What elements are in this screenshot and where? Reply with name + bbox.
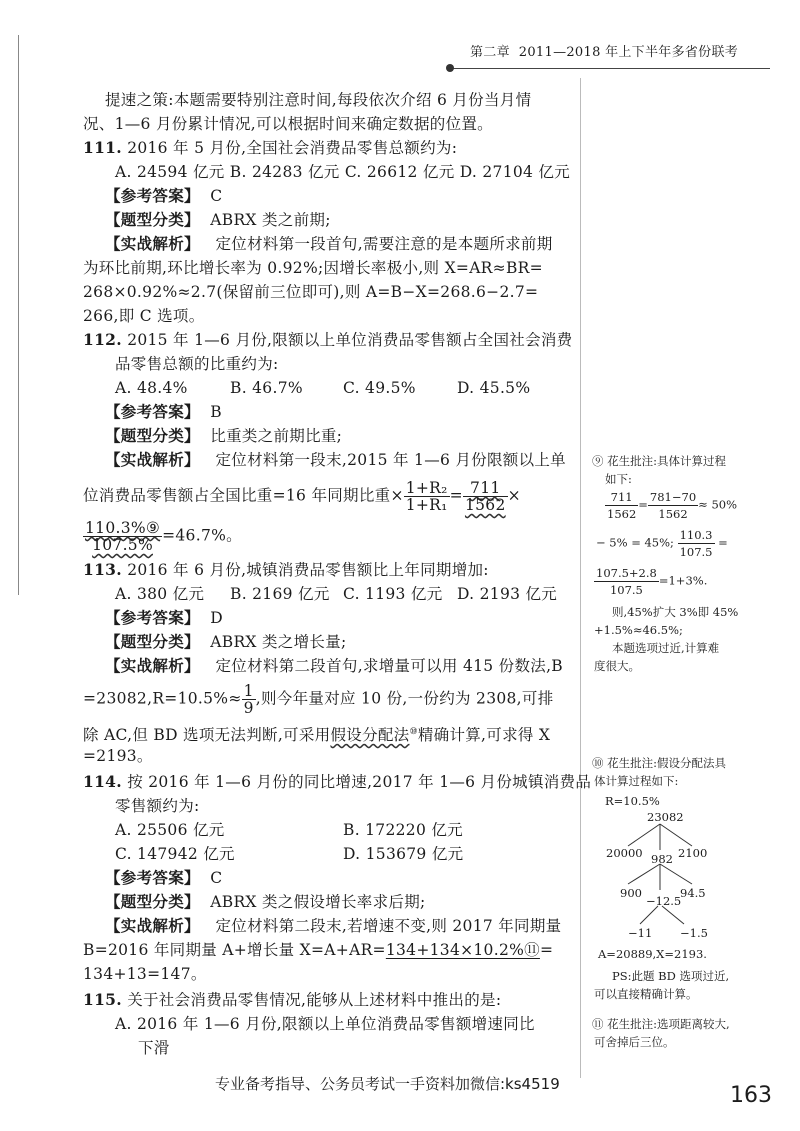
q112-type: 【题型分类】 比重类之前期比重; <box>105 426 343 445</box>
q111-analysis-1: 【实战解析】 定位材料第一段首句,需要注意的是本题所求前期 <box>105 234 553 253</box>
intro-line-2: 况、1—6 月份累计情况,可以根据时间来确定数据的位置。 <box>83 115 493 133</box>
note11-line-2: 可舍掉后三位。 <box>594 1035 675 1049</box>
q114-option-b: B. 172220 亿元 <box>343 821 463 839</box>
q114-number: 114. <box>83 772 122 791</box>
q114-answer: 【参考答案】 C <box>105 868 223 887</box>
q111-analysis-3: 268×0.92%≈2.7(保留前三位即可),则 A=B−X=268.6−2.7= <box>83 283 539 301</box>
tree-mid-2: −12.5 <box>646 894 682 908</box>
note9-line-2: 如下: <box>605 472 632 486</box>
q113-analysis-3: 除 AC,但 BD 选项无法判断,可采用假设分配法⑩精确计算,可求得 X <box>83 726 551 745</box>
q112-analysis-3: $\frac{\text{110.3\%⑨}}{107.5\%}$ =46.7%。 <box>85 519 242 554</box>
tree-branch <box>660 824 692 846</box>
tree-left-3: −11 <box>628 926 653 940</box>
q113-option-a: A. 380 亿元 <box>115 585 205 603</box>
q114-option-a: A. 25506 亿元 <box>115 821 225 839</box>
note9-title: ⑨ 花生批注:具体计算过程 <box>592 454 727 468</box>
intro-line-1: 提速之策:本题需要特别注意时间,每段依次介绍 6 月份当月情 <box>105 91 532 109</box>
q111-options: A. 24594 亿元 B. 24283 亿元 C. 26612 亿元 D. 27104 亿元 <box>115 163 571 181</box>
q114-stem-2: 零售额约为: <box>115 797 200 815</box>
note10-ps-2: 可以直接精确计算。 <box>594 987 698 1001</box>
q112-option-d: D. 45.5% <box>457 379 531 397</box>
note9-line-3: $\frac{711}{1562}$ = $\frac{781-70}{1562}$ ≈ 50% <box>607 490 738 521</box>
q114-stem-1: 114. 按 2016 年 1—6 月份的同比增速,2017 年 1—6 月份城镇消费品 <box>83 772 592 791</box>
tree-branch <box>660 864 692 884</box>
q115-stem: 115. 关于社会消费品零售情况,能够从上述材料中推出的是: <box>83 990 502 1009</box>
q113-option-d: D. 2193 亿元 <box>457 585 558 603</box>
note9-line-9: 度很大。 <box>594 659 640 673</box>
tree-branch <box>628 864 660 884</box>
left-edge-line <box>18 35 19 595</box>
q114-analysis-3: 134+13=147。 <box>83 965 207 983</box>
note9-line-7: +1.5%≈46.5%; <box>594 623 683 637</box>
sidebar-divider <box>580 78 581 1078</box>
q111-type: 【题型分类】 ABRX 类之前期; <box>105 210 331 229</box>
q112-analysis-2: 位消费品零售额占全国比重=16 年同期比重× $\frac{\text{1+R₂}}{\text{1+R₁}}$ = $\frac{711}{1562}$ × <box>83 479 521 514</box>
note9-line-8: 本题选项过近,计算难 <box>612 641 720 655</box>
q114-type: 【题型分类】 ABRX 类之假设增长率求后期; <box>105 892 426 911</box>
q113-stem: 113. 2016 年 6 月份,城镇消费品零售额比上年同期增加: <box>83 560 489 579</box>
note10-title: ⑩ 花生批注:假设分配法具 <box>592 756 727 770</box>
tree-mid-1: 982 <box>651 852 673 866</box>
note10-result: A=20889,X=2193. <box>598 947 707 961</box>
q115-number: 115. <box>83 990 122 1009</box>
q112-analysis-1: 【实战解析】 定位材料第一段末,2015 年 1—6 月份限额以上单 <box>105 450 566 469</box>
q112-answer: 【参考答案】 B <box>105 402 222 421</box>
note9-line-4: − 5% = 45%; $\frac{110.3}{107.5}$ = <box>596 528 728 559</box>
q114-option-d: D. 153679 亿元 <box>343 845 464 863</box>
tree-left-1: 20000 <box>606 846 643 860</box>
q111-stem: 111. 2016 年 5 月份,全国社会消费品零售总额约为: <box>83 138 458 157</box>
q113-number: 113. <box>83 560 122 579</box>
q112-number: 112. <box>83 330 122 349</box>
q112-option-c: C. 49.5% <box>343 379 416 397</box>
note9-line-6: 则,45%扩大 3%即 45% <box>612 605 739 619</box>
q112-stem-2: 品零售总额的比重约为: <box>115 355 279 373</box>
tree-left-2: 900 <box>620 886 642 900</box>
q114-analysis-2: B=2016 年同期量 A+增长量 X=A+AR=134+134×10.2%⑪= <box>83 941 554 959</box>
q111-answer: 【参考答案】 C <box>105 186 223 205</box>
q113-type: 【题型分类】 ABRX 类之增长量; <box>105 632 347 651</box>
tree-branch <box>640 906 658 924</box>
q113-analysis-2: =23082,R=10.5%≈ $\frac{1}{9}$ ,则今年量对应 10 份,一份约为 2308,可排 <box>83 682 554 717</box>
tree-branch <box>628 824 660 846</box>
q114-analysis-1: 【实战解析】 定位材料第二段末,若增速不变,则 2017 年同期量 <box>105 916 562 935</box>
q111-number: 111. <box>83 138 122 157</box>
share-fraction: $\frac{711}{1562}$ <box>464 479 506 514</box>
tree-right-3: −1.5 <box>680 926 708 940</box>
header-rule <box>450 68 770 69</box>
running-header <box>470 43 738 63</box>
tree-top: 23082 <box>647 810 684 824</box>
q113-analysis-1: 【实战解析】 定位材料第二段首句,求增量可以用 415 份数法,B <box>105 656 563 675</box>
note10-line-2: 体计算过程如下: <box>594 774 679 788</box>
note9-line-5: $\frac{107.5+2.8}{107.5}$ =1+3%. <box>596 566 708 597</box>
tree-branch <box>662 906 684 924</box>
ninth-fraction: $\frac{1}{9}$ <box>243 682 254 717</box>
q111-analysis-4: 266,即 C 选项。 <box>83 307 205 325</box>
header-bullet <box>446 64 454 72</box>
note10-rate: R=10.5% <box>605 794 660 808</box>
chapter-label: 第二章 <box>470 45 510 60</box>
tree-right-1: 2100 <box>678 846 708 860</box>
q112-stem-1: 112. 2015 年 1—6 月份,限额以上单位消费品零售额占全国社会消费 <box>83 330 573 349</box>
growth-ratio-fraction: $\frac{\text{1+R₂}}{\text{1+R₁}}$ <box>405 479 448 514</box>
q111-analysis-2: 为环比前期,环比增长率为 0.92%;因增长率极小,则 X=AR≈BR= <box>83 259 543 277</box>
chapter-range: 2011—2018 年上下半年多省份联考 <box>518 45 739 60</box>
footer-text: 专业备考指导、公务员考试一手资料加微信:ks4519 <box>215 1075 560 1093</box>
note11-title: ⑪ 花生批注:选项距离较大, <box>592 1017 730 1031</box>
q115-option-a-1: A. 2016 年 1—6 月份,限额以上单位消费品零售额增速同比 <box>115 1015 535 1033</box>
page-number: 163 <box>730 1083 772 1108</box>
q113-answer: 【参考答案】 D <box>105 608 224 627</box>
q112-option-b: B. 46.7% <box>230 379 303 397</box>
q114-option-c: C. 147942 亿元 <box>115 845 235 863</box>
q113-option-b: B. 2169 亿元 <box>230 585 330 603</box>
note10-ps-1: PS:此题 BD 选项过近, <box>612 969 730 983</box>
tree-right-2: 94.5 <box>680 886 706 900</box>
q115-option-a-2: 下滑 <box>138 1039 170 1057</box>
q112-option-a: A. 48.4% <box>115 379 188 397</box>
q113-analysis-4: =2193。 <box>83 747 153 765</box>
rate-fraction: $\frac{\text{110.3\%⑨}}{107.5\%}$ <box>85 519 161 554</box>
q113-option-c: C. 1193 亿元 <box>343 585 443 603</box>
